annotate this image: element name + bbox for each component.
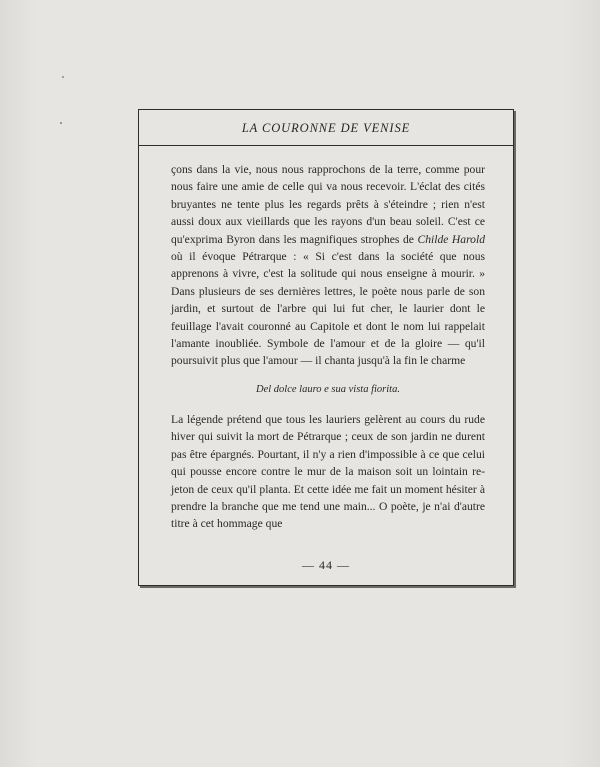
body-text	[171, 161, 485, 533]
page-number: — 44 —	[302, 558, 350, 572]
paper-speck	[62, 76, 64, 78]
paragraph-1-text-b: où il évoque Pétrarque : « Si c'est dans la société que nous apprenons à vivre, c'est la solitude qui nous enseigne à mourir. » Dans plusieurs de ses dernières lettres, le poète nous parle de son jardin, et surtout de l'arbre qui lui fut cher, le laurier dont le feuillage l'avait couronné au Capitole et dont le nom lui rappelait l'amante inoubliée. Symbole de l'amour et de la gloire — qu'il poursuivit plus que l'amour — il chanta jusqu'à la fin le charme	[171, 250, 485, 368]
paragraph-1	[171, 161, 485, 370]
paragraph-1-text-a: çons dans la vie, nous nous rapprochons de la terre, comme pour nous faire une amie de celle qui va nous recevoir. L'éclat des cités bruyantes ne tente plus les regards prêts à s'éteindre ; rien n'est aussi doux aux vieillards que les rayons d'un beau soleil. C'est ce qu'exprima Byron dans les magnifiques strophes de	[171, 163, 485, 246]
paragraph-2: La légende prétend que tous les lauriers gelèrent au cours du rude hiver qui suivit la mort de Pétrarque ; ceux de son jardin ne durent pas être épargnés. Pourtant, il n'y a rien d'impossible à ce que celui qui pousse encore contre le mur de la maison soit un lointain rejeton de ceux qu'il planta. Et cette idée me fait un moment hésiter à prendre la branche que me tend une main... O poète, je n'ai d'autre titre à cet hommage que	[171, 412, 485, 531]
paper-speck	[60, 122, 62, 124]
running-title: LA COURONNE DE VENISE	[139, 110, 513, 146]
page-frame	[138, 109, 514, 586]
verse-quote: Del dolce lauro e sua vista fiorita.	[256, 383, 400, 395]
work-title-childe-harold: Childe Harold	[417, 232, 485, 246]
